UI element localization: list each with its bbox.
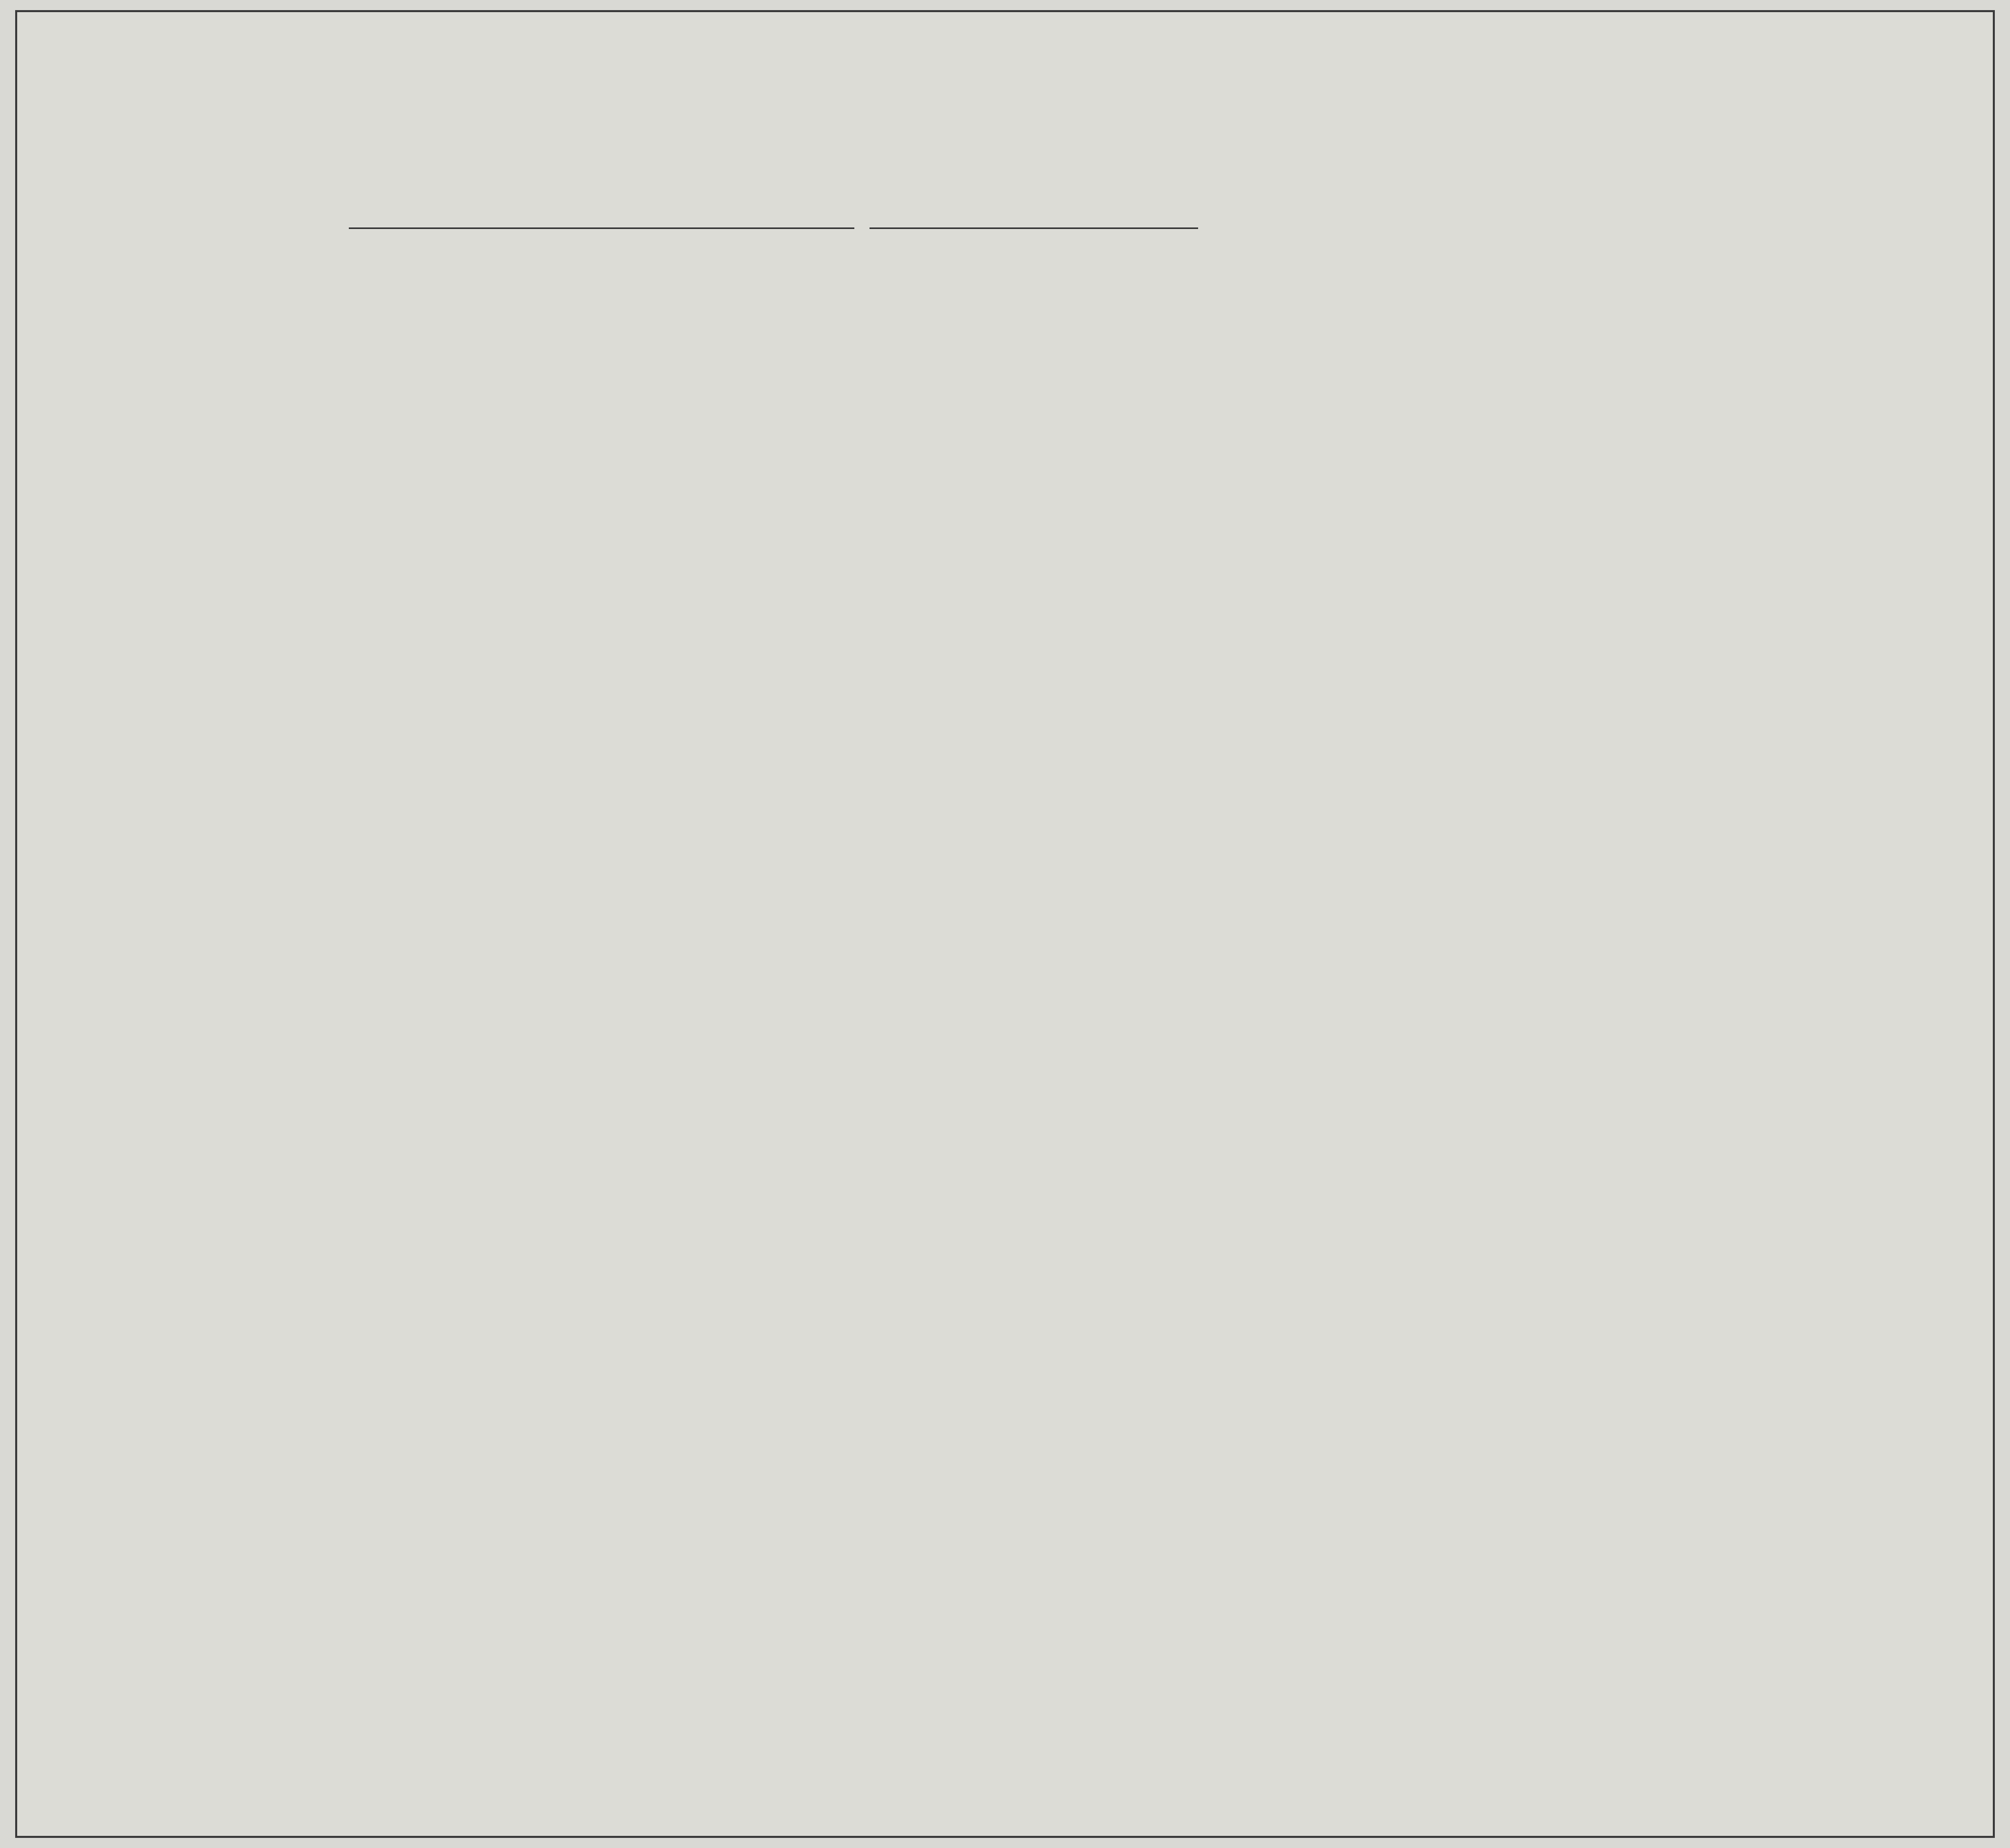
- manifest-sheet: [15, 10, 1995, 1838]
